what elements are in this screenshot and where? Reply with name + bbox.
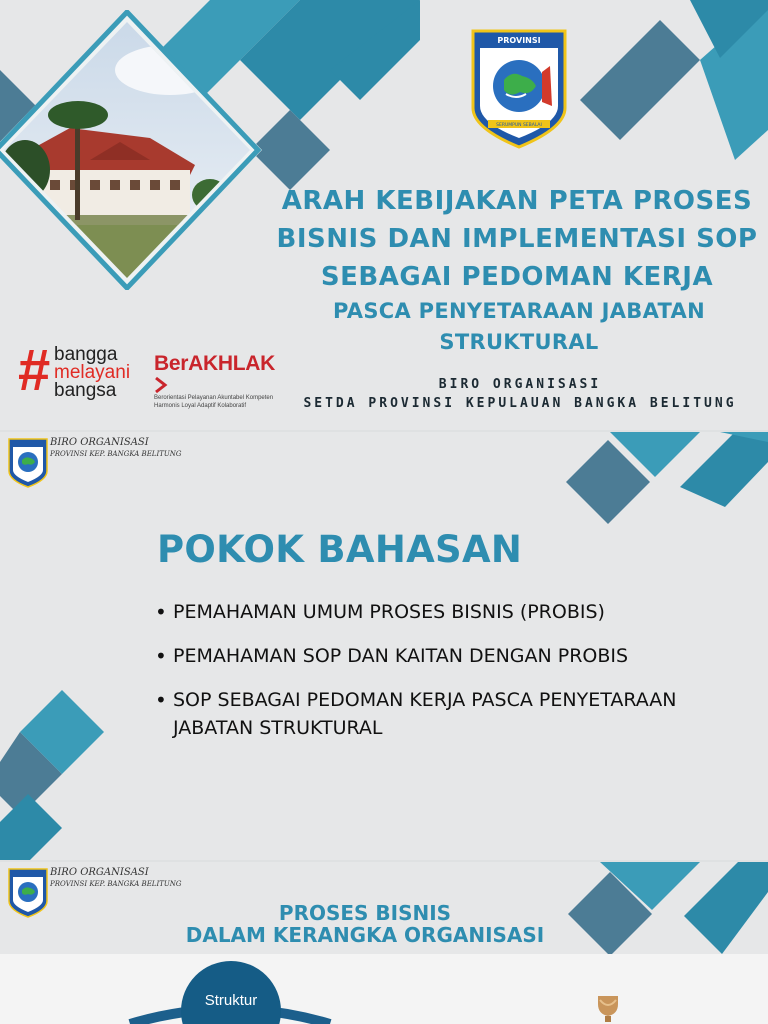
chevron-right-icon <box>154 376 168 394</box>
title-line: PROSES BISNIS <box>278 901 452 925</box>
berakhlak-tagline: Berorientasi Pelayanan Akuntabel Kompeten <box>154 395 274 401</box>
building-photo <box>0 10 265 290</box>
main-title <box>262 182 768 296</box>
subtitle <box>300 296 738 358</box>
berakhlak-tagline: Harmonis Loyal Adaptif Kolaboratif <box>154 403 247 409</box>
mini-province-logo <box>8 438 48 488</box>
mini-header <box>50 867 182 889</box>
list-item: • PEMAHAMAN UMUM PROSES BISNIS (PROBIS) <box>155 598 715 626</box>
org-sub: SETDA PROVINSI KEPULAUAN BANGKA BELITUNG <box>303 396 737 411</box>
logo-top-text: PROVINSI <box>497 36 541 45</box>
list-item: • PEMAHAMAN SOP DAN KAITAN DENGAN PROBIS <box>155 642 715 670</box>
bangsa-word: bangsa <box>54 380 117 401</box>
cover-slide <box>0 0 768 430</box>
struktur-circle: Struktur <box>181 961 281 1024</box>
pokok-bahasan-slide <box>0 432 768 860</box>
hash-icon: # <box>18 338 51 403</box>
mini-header-line: PROVINSI KEP. BANGKA BELITUNG <box>50 450 182 458</box>
organization-block <box>270 375 768 413</box>
subtitle-line: STRUKTURAL <box>439 330 599 354</box>
title-line: DALAM KERANGKA ORGANISASI <box>185 923 545 947</box>
title-line: ARAH KEBIJAKAN PETA PROSES <box>281 186 753 216</box>
berakhlak-logo <box>154 352 284 410</box>
logo-ribbon-text: SERUMPUN SEBALAI <box>496 123 542 128</box>
province-logo <box>470 28 568 150</box>
diagram-arcs <box>0 954 768 1024</box>
topic-list <box>155 592 715 742</box>
org-name: BIRO ORGANISASI <box>438 377 602 392</box>
melayani-word: melayani <box>54 362 131 383</box>
section-heading: POKOK BAHASAN <box>157 528 523 571</box>
bangga-word: bangga <box>54 344 118 365</box>
mini-header-line: PROVINSI KEP. BANGKA BELITUNG <box>50 880 182 888</box>
berakhlak-word: BerAKHLAK <box>154 352 275 375</box>
list-item: • SOP SEBAGAI PEDOMAN KERJA PASCA PENYETARAAN JABATAN STRUKTURAL <box>155 686 715 742</box>
subtitle-line: PASCA PENYETARAAN JABATAN <box>333 299 705 323</box>
slide-title <box>160 902 570 946</box>
title-line: SEBAGAI PEDOMAN KERJA <box>320 262 714 292</box>
trophy-icon <box>594 994 622 1024</box>
diagram-area <box>0 954 768 1024</box>
mini-header-line: BIRO ORGANISASI <box>50 867 149 878</box>
mini-header-line: BIRO ORGANISASI <box>50 437 149 448</box>
proses-bisnis-slide <box>0 862 768 1024</box>
mini-header <box>50 437 182 459</box>
mini-province-logo <box>8 868 48 918</box>
title-line: BISNIS DAN IMPLEMENTASI SOP <box>276 224 758 254</box>
